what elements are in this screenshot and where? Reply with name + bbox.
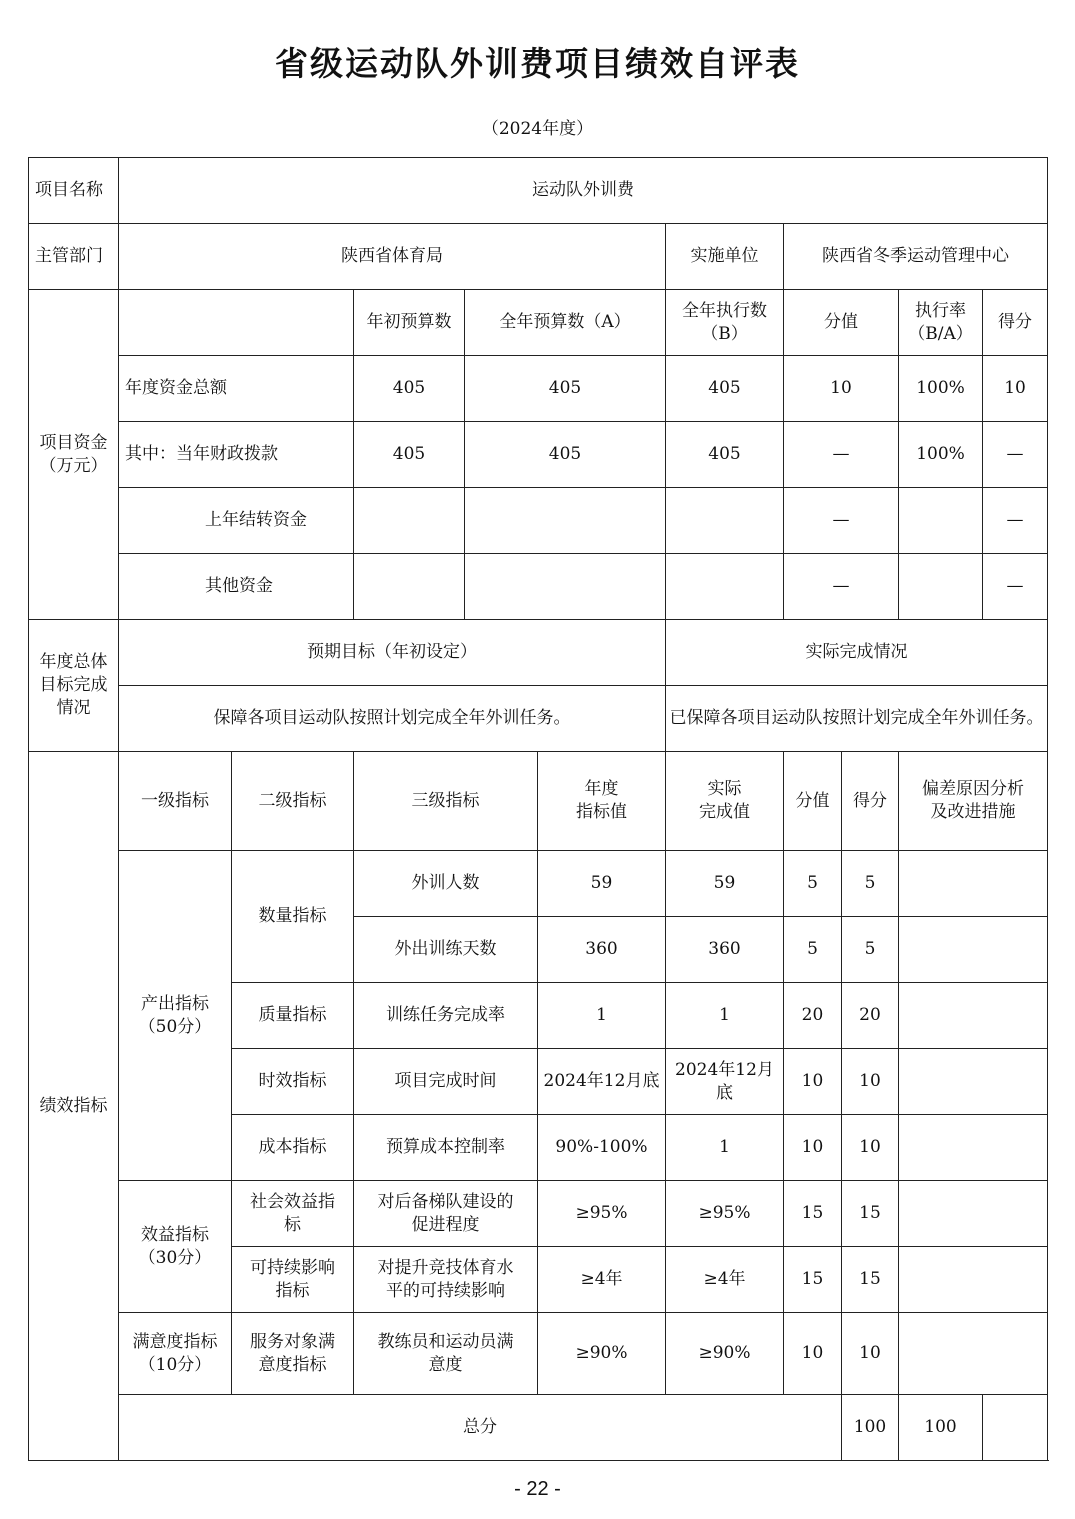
score-value: 15 — [784, 1181, 842, 1247]
expected-goal-text: 保障各项目运动队按照计划完成全年外训任务。 — [119, 686, 666, 752]
total-note — [983, 1395, 1048, 1461]
score: 10 — [842, 1049, 899, 1115]
fund-executed — [666, 488, 784, 554]
level2-social: 社会效益指 标 — [232, 1181, 354, 1247]
score: 5 — [842, 851, 899, 917]
score-value: 20 — [784, 983, 842, 1049]
target-value: 2024年12月底 — [538, 1049, 666, 1115]
level2-timeliness: 时效指标 — [232, 1049, 354, 1115]
level3-indicator: 对提升竞技体育水 平的可持续影响 — [354, 1247, 538, 1313]
funds-header-cell: 全年预算数（A） — [465, 290, 666, 356]
actual-completion-text: 已保障各项目运动队按照计划完成全年外训任务。 — [666, 686, 1048, 752]
fund-score-value: — — [784, 422, 899, 488]
score-value: 10 — [784, 1115, 842, 1181]
fund-initial — [354, 488, 465, 554]
actual-value: ≥4年 — [666, 1247, 784, 1313]
actual-value: 1 — [666, 1115, 784, 1181]
perf-header-cell: 分值 — [784, 752, 842, 851]
perf-header-cell: 一级指标 — [119, 752, 232, 851]
perf-header-cell: 实际 完成值 — [666, 752, 784, 851]
total-value: 100 — [842, 1395, 899, 1461]
fund-score-value: 10 — [784, 356, 899, 422]
score-value: 5 — [784, 917, 842, 983]
level3-indicator: 项目完成时间 — [354, 1049, 538, 1115]
fund-annual: 405 — [465, 422, 666, 488]
fund-executed — [666, 554, 784, 620]
score-value: 10 — [784, 1049, 842, 1115]
expected-goal-label: 预期目标（年初设定） — [119, 620, 666, 686]
deviation-note — [899, 1247, 1048, 1313]
score: 20 — [842, 983, 899, 1049]
funds-header-cell: 得分 — [983, 290, 1048, 356]
fund-score-value: — — [784, 488, 899, 554]
deviation-note — [899, 1115, 1048, 1181]
funds-header-cell: 年初预算数 — [354, 290, 465, 356]
actual-value: 59 — [666, 851, 784, 917]
score-value: 10 — [784, 1313, 842, 1395]
level2-sustainable: 可持续影响 指标 — [232, 1247, 354, 1313]
level3-indicator: 对后备梯队建设的 促进程度 — [354, 1181, 538, 1247]
score: 15 — [842, 1181, 899, 1247]
level3-indicator: 外出训练天数 — [354, 917, 538, 983]
score: 5 — [842, 917, 899, 983]
fund-annual: 405 — [465, 356, 666, 422]
self-evaluation-table — [28, 157, 1048, 1461]
deviation-note — [899, 851, 1048, 917]
level2-quantity: 数量指标 — [232, 851, 354, 983]
total-score: 100 — [899, 1395, 983, 1461]
target-value: ≥4年 — [538, 1247, 666, 1313]
funds-label: 项目资金 （万元） — [29, 290, 119, 620]
level3-indicator: 训练任务完成率 — [354, 983, 538, 1049]
dept-value: 陕西省体育局 — [119, 224, 666, 290]
level1-benefit: 效益指标 （30分） — [119, 1181, 232, 1313]
deviation-note — [899, 1313, 1048, 1395]
fund-score: 10 — [983, 356, 1048, 422]
actual-value: ≥90% — [666, 1313, 784, 1395]
goals-label: 年度总体 目标完成 情况 — [29, 620, 119, 752]
impl-unit-value: 陕西省冬季运动管理中心 — [784, 224, 1048, 290]
fund-executed: 405 — [666, 356, 784, 422]
impl-unit-label: 实施单位 — [666, 224, 784, 290]
perf-header-cell: 得分 — [842, 752, 899, 851]
funds-header-cell: 执行率 （B/A） — [899, 290, 983, 356]
perf-header-cell: 偏差原因分析 及改进措施 — [899, 752, 1048, 851]
funds-header-cell: 分值 — [784, 290, 899, 356]
fund-initial — [354, 554, 465, 620]
deviation-note — [899, 917, 1048, 983]
report-year: （2024年度） — [481, 119, 594, 139]
deviation-note — [899, 983, 1048, 1049]
score: 15 — [842, 1247, 899, 1313]
actual-completion-label: 实际完成情况 — [666, 620, 1048, 686]
fund-score: — — [983, 422, 1048, 488]
actual-value: ≥95% — [666, 1181, 784, 1247]
dept-label: 主管部门 — [29, 224, 119, 290]
fund-initial: 405 — [354, 356, 465, 422]
perf-header-cell: 二级指标 — [232, 752, 354, 851]
level3-indicator: 教练员和运动员满 意度 — [354, 1313, 538, 1395]
fund-row-name: 上年结转资金 — [119, 488, 354, 554]
target-value: 59 — [538, 851, 666, 917]
fund-rate: 100% — [899, 422, 983, 488]
fund-rate — [899, 488, 983, 554]
target-value: 90%-100% — [538, 1115, 666, 1181]
funds-header-blank — [119, 290, 354, 356]
level2-service: 服务对象满 意度指标 — [232, 1313, 354, 1395]
page-number: - 22 - — [514, 1478, 561, 1500]
fund-row-name: 年度资金总额 — [119, 356, 354, 422]
score: 10 — [842, 1115, 899, 1181]
fund-rate — [899, 554, 983, 620]
level3-indicator: 预算成本控制率 — [354, 1115, 538, 1181]
level3-indicator: 外训人数 — [354, 851, 538, 917]
fund-rate: 100% — [899, 356, 983, 422]
project-name-label: 项目名称 — [29, 158, 119, 224]
actual-value: 2024年12月 底 — [666, 1049, 784, 1115]
fund-score-value: — — [784, 554, 899, 620]
level1-satisfaction: 满意度指标 （10分） — [119, 1313, 232, 1395]
score-value: 15 — [784, 1247, 842, 1313]
target-value: ≥90% — [538, 1313, 666, 1395]
target-value: ≥95% — [538, 1181, 666, 1247]
fund-executed: 405 — [666, 422, 784, 488]
fund-annual — [465, 488, 666, 554]
level2-quality: 质量指标 — [232, 983, 354, 1049]
perf-label: 绩效指标 — [29, 752, 119, 1461]
level1-output: 产出指标 （50分） — [119, 851, 232, 1181]
deviation-note — [899, 1049, 1048, 1115]
fund-score: — — [983, 554, 1048, 620]
fund-annual — [465, 554, 666, 620]
target-value: 1 — [538, 983, 666, 1049]
actual-value: 360 — [666, 917, 784, 983]
score-value: 5 — [784, 851, 842, 917]
fund-initial: 405 — [354, 422, 465, 488]
fund-row-name: 其中：当年财政拨款 — [119, 422, 354, 488]
project-name-value: 运动队外训费 — [119, 158, 1048, 224]
fund-score: — — [983, 488, 1048, 554]
perf-header-cell: 年度 指标值 — [538, 752, 666, 851]
fund-row-name: 其他资金 — [119, 554, 354, 620]
funds-header-cell: 全年执行数 （B） — [666, 290, 784, 356]
score: 10 — [842, 1313, 899, 1395]
page-title: 省级运动队外训费项目绩效自评表 — [275, 44, 800, 83]
perf-header-cell: 三级指标 — [354, 752, 538, 851]
actual-value: 1 — [666, 983, 784, 1049]
target-value: 360 — [538, 917, 666, 983]
level2-cost: 成本指标 — [232, 1115, 354, 1181]
total-label: 总分 — [119, 1395, 842, 1461]
deviation-note — [899, 1181, 1048, 1247]
